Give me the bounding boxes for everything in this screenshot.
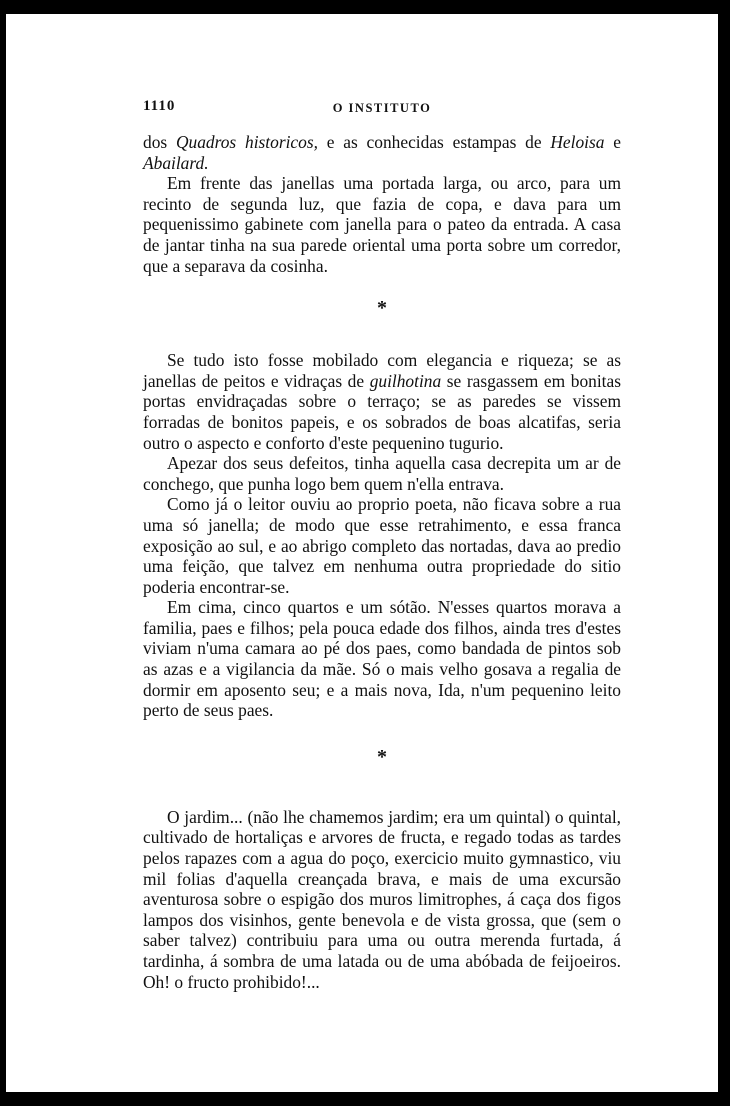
text-run: Como já o leitor ouviu ao proprio poeta, não ficava sobre a rua uma só janella; de modo que esse retrahimento, e essa franca exposição ao sul, e ao abrigo completo das nortadas, dava ao predio uma feição, que talvez em nenhuma outra propriedade do sitio poderia encontrar-se. [143,494,621,597]
running-head [143,92,621,114]
scan-border-right [718,0,730,1106]
paragraph [143,494,621,597]
book-page [143,92,621,992]
text-run: e [604,132,621,152]
text-run: O jardim... (não lhe chamemos jardim; era um quintal) o quintal, cultivado de hortaliças e arvores de fructa, e regado todas as tardes pelos rapazes com a agua do poço, exercicio muito gymnastico, viu mil folias d'aquella creançada brava, e mais de uma excursão aventurosa sobre o espigão dos muros limitrophes, á caça dos figos lampos dos visinhos, gente benevola e de vista grossa, que (sem o saber talvez) contribuiu para uma ou outra merenda furtada, á tardinha, á sombra de uma latada ou de uma abóbada de feijoeiros. Oh! o fructo prohibido!... [143,806,621,992]
italic-text-run: Quadros historicos, [175,132,318,152]
text-run: Em cima, cinco quartos e um sótão. N'esses quartos moravа a familia, paes e filhos; pela pouca edade dos filhos, ainda tres d'estes viviam n'uma camara ao pé dos paes, como bandada de pintos sob as azas e a vigilancia da mãe. Só o mais velho gosava a regalia de dormir em aposento seu; e a mais nova, Ida, n'um pequenino leito perto de seus paes. [143,597,621,721]
paragraph [143,173,621,276]
scan-border-top [0,0,730,14]
italic-text-run: Abailard. [143,152,209,173]
paragraph [143,132,621,173]
section-separator: * [377,297,387,320]
text-run: Em frente das janellas uma portada larga, ou arco, para um recinto de segunda luz, que fazia de copa, e dava para um pequenissimo gabinete com janella para o pateo da entrada. A casa de jantar tinha na sua parede oriental uma porta sobre um corredor, que a separava da cosinha. [143,173,621,276]
text-run: Se tudo isto fosse mobilado com elegancia e riqueza; se as janellas de peitos e vidraças de [143,350,621,391]
text-run: se rasgassem em bonitas portas envidraçadas sobre o terraço; se as paredes se vissem forradas de bonitos papeis, e os sobrados de boas alcatifas, seria outro o aspecto e conforto d'este pequenino tugurio. [143,370,621,453]
text-run: Apezar dos seus defeitos, tinha aquella casa decrepita um ar de conchego, que punha logo bem quem n'ella entrava. [143,453,621,494]
scan-border-left [0,0,6,1106]
section-separator: * [377,745,387,768]
scan-border-bottom [0,1092,730,1106]
paragraph [143,350,621,453]
paragraph [143,597,621,721]
text-run: dos [143,132,176,152]
paragraph [143,807,621,992]
text-run: e as conhecidas estampas de [317,132,551,152]
paragraph [143,453,621,494]
italic-text-run: guilhotina [369,370,442,391]
page-number: 1110 [143,98,176,114]
running-title: O INSTITUTO [332,101,432,115]
italic-text-run: Heloisa [550,132,605,152]
